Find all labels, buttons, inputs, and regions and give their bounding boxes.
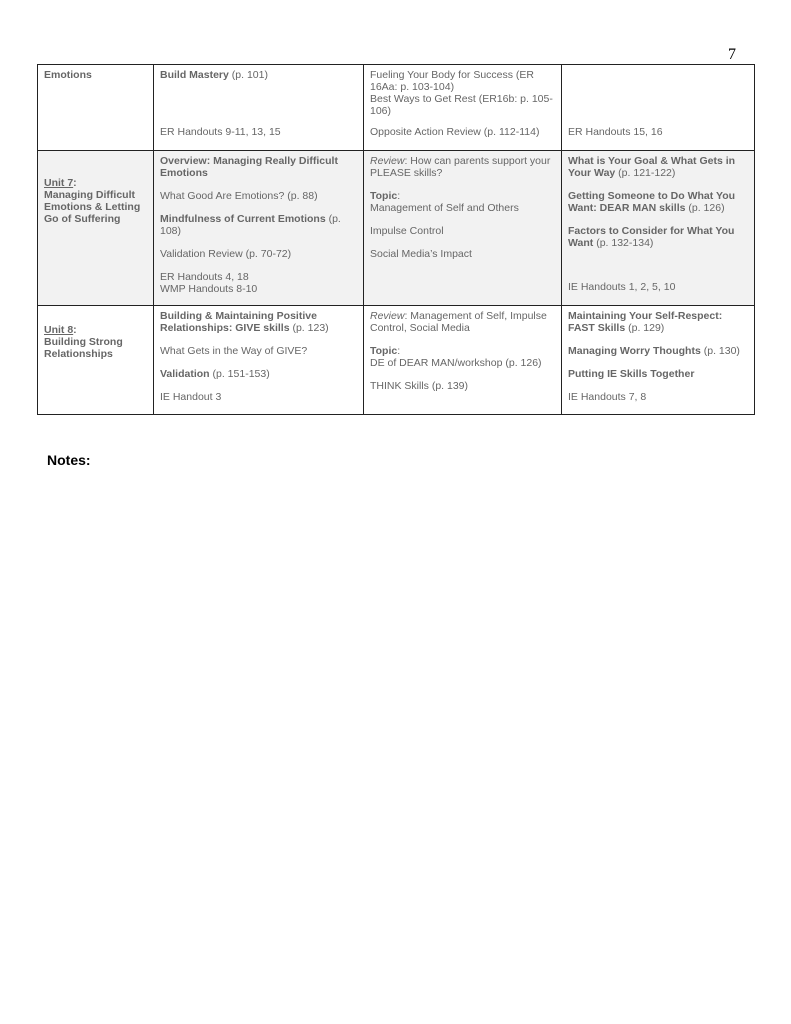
table-cell xyxy=(154,306,364,415)
unit-cell: Unit 7: Managing Difficult Emotions & Letting Go of Suffering xyxy=(38,151,154,306)
session-item: Impulse Control xyxy=(370,225,444,237)
session-item: Managing Worry Thoughts (p. 130) xyxy=(568,345,740,357)
session-item: What Gets in the Way of GIVE? xyxy=(160,345,308,357)
handout-ref: IE Handout 3 xyxy=(160,391,222,403)
unit-number: Unit 7 xyxy=(44,177,74,189)
session-item: Building & Maintaining Positive Relationships: GIVE skills (p. 123) xyxy=(160,310,329,334)
unit-title: Managing Difficult Emotions & Letting Go of Suffering xyxy=(44,189,141,225)
unit-title: Emotions xyxy=(44,69,92,81)
table-cell xyxy=(562,65,755,151)
table-row xyxy=(38,306,755,415)
notes-label: Notes: xyxy=(47,452,91,468)
handout-ref: ER Handouts 4, 18 xyxy=(160,271,249,283)
page-number: 7 xyxy=(728,46,736,63)
session-item: Mindfulness of Current Emotions (p. 108) xyxy=(160,213,341,237)
table-cell xyxy=(562,151,755,306)
handout-ref: ER Handouts 15, 16 xyxy=(568,126,663,138)
session-item: Review: Management of Self, Impulse Control, Social Media xyxy=(370,310,547,334)
session-item: Getting Someone to Do What You Want: DEAR MAN skills (p. 126) xyxy=(568,190,736,214)
session-item: Fueling Your Body for Success (ER 16Aa: p. 103-104) xyxy=(370,69,535,93)
table-cell xyxy=(154,151,364,306)
session-item: Social Media’s Impact xyxy=(370,248,472,260)
session-item: Factors to Consider for What You Want (p. 132-134) xyxy=(568,225,735,249)
unit-number: Unit 8 xyxy=(44,324,74,336)
handout-ref: Opposite Action Review (p. 112-114) xyxy=(370,126,540,138)
handout-ref: ER Handouts 9-11, 13, 15 xyxy=(160,126,281,138)
handout-ref: IE Handouts 1, 2, 5, 10 xyxy=(568,281,676,293)
session-item: Review: How can parents support your PLEASE skills? xyxy=(370,155,551,179)
table-row xyxy=(38,151,755,306)
session-item: Topic: DE of DEAR MAN/workshop (p. 126) xyxy=(370,345,542,369)
session-item: THINK Skills (p. 139) xyxy=(370,380,469,392)
handout-ref: IE Handouts 7, 8 xyxy=(568,391,647,403)
table-cell xyxy=(154,65,364,151)
session-item: What Good Are Emotions? (p. 88) xyxy=(160,190,318,202)
table-row xyxy=(38,65,755,151)
session-item: Validation Review (p. 70-72) xyxy=(160,248,292,260)
session-item: Validation (p. 151-153) xyxy=(160,368,270,380)
session-item: Best Ways to Get Rest (ER16b: p. 105-106) xyxy=(370,93,553,117)
unit-cell: Unit 8: Building Strong Relationships xyxy=(38,306,154,415)
handout-ref: WMP Handouts 8-10 xyxy=(160,283,258,295)
session-item: Maintaining Your Self-Respect: FAST Skills (p. 129) xyxy=(568,310,723,334)
unit-title: Building Strong Relationships xyxy=(44,336,123,360)
unit-cell xyxy=(38,65,154,151)
table-cell xyxy=(364,306,562,415)
session-item: What is Your Goal & What Gets in Your Way (p. 121-122) xyxy=(568,155,736,179)
table-cell xyxy=(562,306,755,415)
session-item: Topic: Management of Self and Others xyxy=(370,190,519,214)
table-cell xyxy=(364,151,562,306)
session-item: Putting IE Skills Together xyxy=(568,368,695,380)
session-item: Overview: Managing Really Difficult Emotions xyxy=(160,155,338,179)
schedule-table xyxy=(37,64,755,415)
table-cell xyxy=(364,65,562,151)
session-item: Build Mastery (p. 101) xyxy=(160,69,268,81)
